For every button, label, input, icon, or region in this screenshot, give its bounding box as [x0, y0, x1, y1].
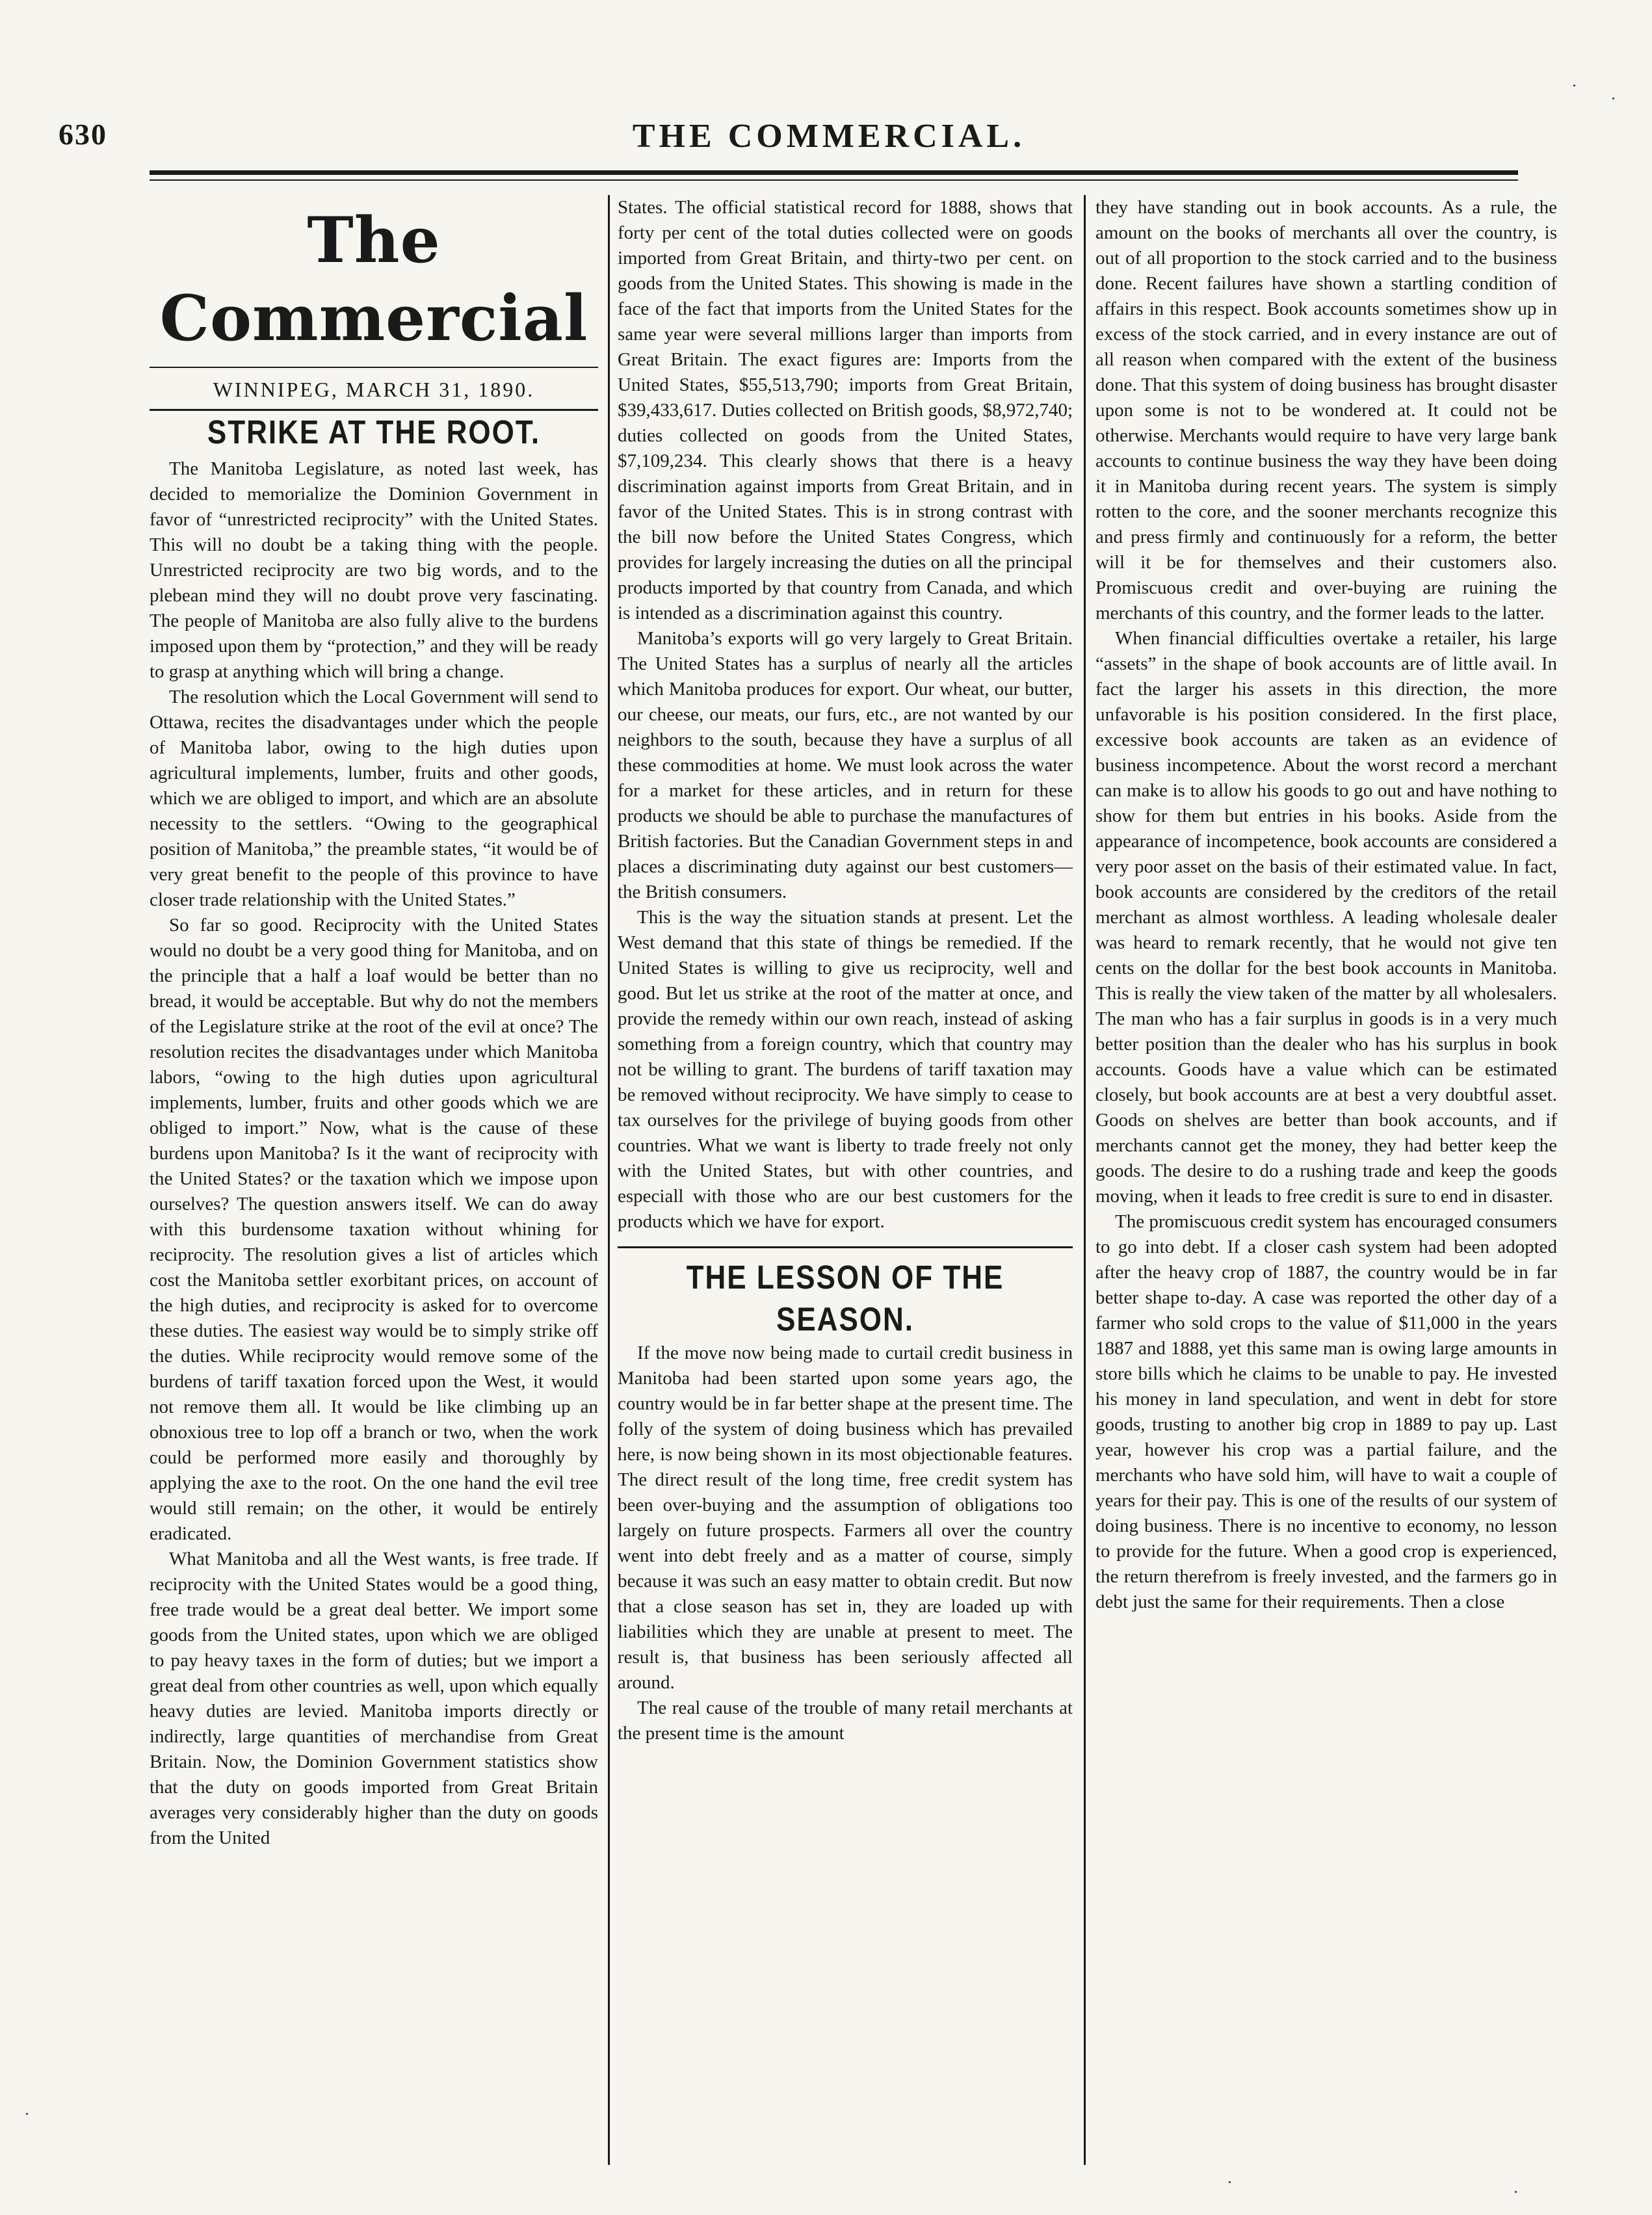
article-paragraph: The Manitoba Legislature, as noted last week, has decided to memorialize the Dominion Government in favor of “unrestricted reciprocity” with the United States. This will no doubt be a taking thing with the people. Unrestricted reciprocity are two big words, and to the plebean mind they will no doubt prove very fascinating. The people of Manitoba are also fully alive to the burdens imposed upon them by “protection,” and they will be ready to grasp at anything which will bring a change. — [150, 458, 598, 682]
header-rule — [150, 170, 1518, 175]
headline-lesson-of-the-season: THE LESSON OF THE SEASON. — [686, 1259, 1004, 1338]
page-number: 630 — [59, 118, 107, 151]
scan-speck — [26, 2113, 28, 2115]
article-paragraph: The promiscuous credit system has encouraged consumers to go into debt. If a closer cash system had been adopted after the heavy crop of 1887, the country would be in far better shape to-day. A case was reported the other day of a farmer who sold crops to the value of $11,000 in the years 1887 and 1888, yet this same man is owing large amounts in store bills which he claims to be unable to pay. He invested his money in land speculation, and went in debt for store goods, trusting to another big crop in 1889 to pay up. Last year, however his crop was a partial failure, and the merchants who have sold him, will have to wait a couple of years for their pay. This is one of the results of our system of doing business. There is no incentive to economy, no lesson to provide for the future. When a good crop is experienced, the return therefrom is freely invested, and the farmers go in debt just the same for their requirements. Then a close — [1095, 1211, 1557, 1612]
article-paragraph: Manitoba’s exports will go very largely to Great Britain. The United States has a surplus of nearly all the articles which Manitoba produces for export. Our wheat, our butter, our cheese, our meats, our furs, etc., are not wanted by our neighbors to the south, because they have a surplus of all these commodities at home. We must look across the water for a market for these articles, and in return for these products we should be able to purchase the manufactures of British factories. But the Canadian Government steps in and places a discriminating duty against our best customers—the British consumers. — [618, 628, 1073, 902]
article-paragraph: If the move now being made to curtail credit business in Manitoba had been started upon some years ago, the country would be in far better shape at the present time. The folly of the system of doing business which has prevailed here, is now being shown in its most objectionable features. The direct result of the long time, free credit system has been over-buying and the assumption of obligations too largely on future prospects. Farmers all over the country went into debt freely and as a matter of course, simply because it was such an easy matter to obtain credit. But now that a close season has set in, they are loaded up with liabilities which they are unable at present to meet. The result is, that business has been seriously affected all around. — [618, 1343, 1073, 1693]
dateline: WINNIPEG, MARCH 31, 1890. — [150, 367, 598, 411]
article-paragraph: The real cause of the trouble of many retail merchants at the present time is the amount — [618, 1697, 1073, 1744]
scan-speck — [1612, 98, 1614, 99]
scan-speck — [1515, 2191, 1517, 2193]
article-paragraph: This is the way the situation stands at present. Let the West demand that this state of things be remedied. If the United States is willing to give us reciprocity, well and good. But let us strike at the root of the matter at once, and provide the remedy within our own reach, instead of asking something from a foreign country, which that country may not be willing to grant. The burdens of tariff taxation may be removed without reciprocity. We have simply to cease to tax ourselves for the privilege of buying goods from other countries. What we want is liberty to trade freely not only with the United States, but with other countries, and especiall with those who are our best customers for the products which we have for export. — [618, 907, 1073, 1232]
column-1 — [150, 195, 598, 1851]
running-title: THE COMMERCIAL. — [632, 118, 1026, 155]
article-paragraph-continued: they have standing out in book accounts. As a rule, the amount on the books of merchants all over the country, is out of all proportion to the stock carried and to the business done. Recent failures have shown a startling condition of affairs in this respect. Book accounts sometimes show up in excess of the stock carried, and in every instance are out of all reason when compared with the extent of the business done. That this system of doing business has brought disaster upon some is not to be wondered at. It could not be otherwise. Merchants would require to have very large bank accounts to continue business the way they have been doing it in Manitoba during recent years. The system is simply rotten to the core, and the sooner merchants recognize this and press firmly and continuously for a reform, the better will it be for themselves and their customers also. Promiscuous credit and over-buying are ruining the merchants of this country, and the former leads to the latter. — [1095, 197, 1557, 623]
scan-speck — [1573, 85, 1575, 86]
page-header — [59, 117, 1599, 163]
column-rule-2 — [1084, 195, 1086, 2165]
column-3 — [1095, 195, 1557, 1615]
masthead-title: The Commercial — [159, 203, 588, 355]
column-2 — [618, 195, 1073, 1746]
article-paragraph: When financial difficulties overtake a retailer, his large “assets” in the shape of book accounts are of little avail. In fact the larger his assets in this direction, the more unfavorable is his position considered. In the first place, excessive book accounts are taken as an evidence of business incompetence. About the worst record a merchant can make is to allow his goods to go out and have nothing to show for them but entries in his books. Aside from the appearance of incompetence, book accounts are considered a very poor asset on the basis of their estimated value. In fact, book accounts are considered by the creditors of the retail merchant as almost worthless. A leading wholesale dealer was heard to remark recently, that he would not give ten cents on the dollar for the best book accounts in Manitoba. This is really the view taken of the matter by all wholesalers. The man who has a fair surplus in goods is in a very much better position than the dealer who has his surplus in book accounts. Goods have a value which can be estimated closely, but book accounts are at best a very doubtful asset. Goods on shelves are better than book accounts, and if merchants cannot get the money, they had better keep the goods. The desire to do a rushing trade and keep the goods moving, when it leads to free credit is sure to end in disaster. — [1095, 628, 1557, 1207]
article-paragraph: The resolution which the Local Government will send to Ottawa, recites the disadvantages under which the people of Manitoba labor, owing to the high duties upon agricultural implements, lumber, fruits and other goods, which we are obliged to import, and which are an absolute necessity to the settlers. “Owing to the geographical position of Manitoba,” the preamble states, “it would be of very great benefit to the people of this province to have closer trade relationship with the United States.” — [150, 687, 598, 910]
header-rule-thin — [150, 179, 1518, 181]
article-paragraph: So far so good. Reciprocity with the United States would no doubt be a very good thing for Manitoba, and on the principle that a half a loaf would be better than no bread, it would be acceptable. But why do not the members of the Legislature strike at the root of the evil at once? The resolution recites the disadvantages under which Manitoba labors, “owing to the high duties upon agricultural implements, lumber, fruits and other goods which we are obliged to import.” Now, what is the cause of these burdens upon Manitoba? Is it the want of reciprocity with the United States? or the taxation which we impose upon ourselves? The question answers itself. We can do away with this burdensome taxation without whining for reciprocity. The resolution gives a list of articles which cost the Manitoba settler exorbitant prices, on account of the high duties, and reciprocity is asked for to overcome these duties. The easiest way would be to simply strike off the duties. While reciprocity would remove some of the burdens of tariff taxation forced upon the West, it would not remove them all. It would be like climbing up an obnoxious tree to lop off a branch or two, when the work could be performed more easily and thoroughly by applying the axe to the root. On the one hand the evil tree would still remain; on the other, it would be entirely eradicated. — [150, 915, 598, 1544]
column-rule-1 — [608, 195, 610, 2165]
article-paragraph: What Manitoba and all the West wants, is free trade. If reciprocity with the United States would be a good thing, free trade would be a great deal better. We import some goods from the United states, upon which we are obliged to pay heavy taxes in the form of duties; but we import a great deal from other countries as well, upon which equally heavy duties are levied. Manitoba imports directly or indirectly, large quantities of merchandise from Great Britain. Now, the Dominion Government statistics show that the duty on goods imported from Great Britain averages very considerably higher than the duty on goods from the United — [150, 1549, 598, 1848]
section-divider — [618, 1246, 1073, 1248]
headline-strike-at-the-root: STRIKE AT THE ROOT. — [207, 414, 541, 451]
article-paragraph-continued: States. The official statistical record for 1888, shows that forty per cent of the total duties collected were on goods imported from Great Britain, and thirty-two per cent. on goods from the United States. This showing is made in the face of the fact that imports from the United States for the same year were several millions larger than imports from Great Britain. The exact figures are: Imports from the United States, $55,513,790; imports from Great Britain, $39,433,617. Duties collected on British goods, $8,972,740; duties collected on goods from the United States, $7,109,234. This clearly shows that there is a heavy discrimination against imports from Great Britain, and in favor of the United States. This is in strong contrast with the bill now before the United States Congress, which provides for largely increasing the duties on all the principal products imported by that country from Canada, and which is intended as a discrimination against this country. — [618, 197, 1073, 623]
scan-speck — [1229, 2181, 1231, 2183]
